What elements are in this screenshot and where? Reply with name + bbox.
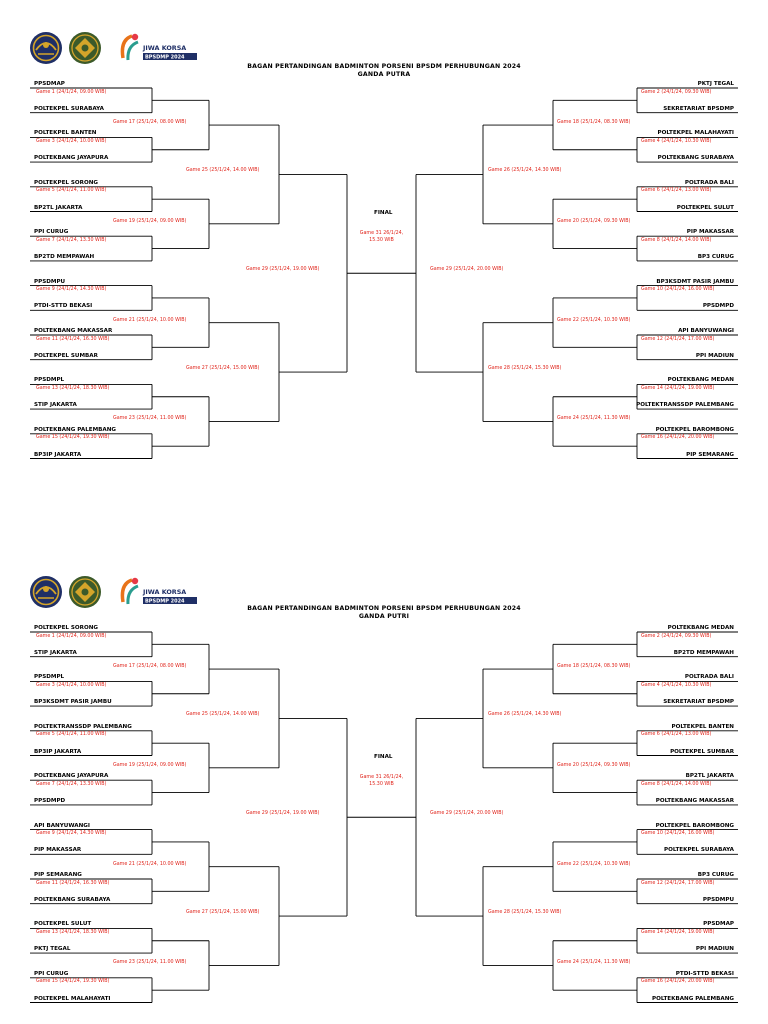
team-name-left: BP2TL JAKARTA (34, 204, 83, 211)
team-name-right: PKTJ TEGAL (697, 81, 734, 87)
svg-text:JIWA KORSA: JIWA KORSA (143, 588, 187, 596)
match-label-r1-right: Game 6 (24/1/24, 13.00 WIB) (641, 732, 712, 738)
match-label-r2-right: Game 22 (25/1/24, 10.30 WIB) (557, 317, 631, 323)
team-name-left: PIP SEMARANG (34, 872, 82, 878)
team-name-left: POLTEKPEL SULUT (34, 921, 92, 928)
team-name-right: PTDI-STTD BEKASI (675, 970, 734, 977)
match-label-r1-right: Game 8 (24/1/24, 14.00 WIB) (641, 781, 712, 787)
match-label-r2-left: Game 19 (25/1/24, 09.00 WIB) (113, 218, 187, 224)
match-label-r1-left: Game 15 (24/1/24, 19.30 WIB) (36, 435, 110, 441)
team-name-right: BP3KSDMT PASIR JAMBU (656, 278, 734, 285)
svg-text:BPSDMP 2024: BPSDMP 2024 (145, 54, 185, 61)
jiwa-korsa-logo-icon (122, 34, 197, 61)
team-name-right: POLTEKPEL BANTEN (671, 723, 734, 730)
team-name-right: PPI MADIUN (695, 352, 734, 359)
team-name-left: POLTEKBANG JAYAPURA (34, 773, 109, 780)
team-name-left: POLTEKBANG PALEMBANG (34, 426, 117, 433)
match-label-r3-left: Game 25 (25/1/24, 14.00 WIB) (186, 168, 260, 174)
team-name-left: POLTEKBANG MAKASSAR (34, 328, 113, 334)
match-label-r2-right: Game 24 (25/1/24, 11.30 WIB) (557, 960, 631, 966)
team-name-left: BP3IP JAKARTA (34, 451, 82, 458)
kemenhub-emblem-icon (30, 32, 62, 64)
match-label-r1-right: Game 14 (24/1/24, 19.00 WIB) (641, 929, 715, 935)
team-name-right: POLTEKTRANSSDP PALEMBANG (636, 402, 734, 409)
team-name-right: BP2TL JAKARTA (685, 773, 734, 780)
match-label-r2-left: Game 23 (25/1/24, 11.00 WIB) (113, 416, 187, 422)
team-name-left: POLTEKBANG JAYAPURA (34, 155, 109, 162)
match-label-r3-right: Game 28 (25/1/24, 15.30 WIB) (488, 366, 562, 372)
match-label-r2-right: Game 18 (25/1/24, 08.30 WIB) (557, 664, 631, 670)
match-label-r1-left: Game 11 (24/1/24, 16.30 WIB) (36, 880, 110, 886)
final-label: FINAL (374, 754, 393, 761)
team-name-right: POLTRADA BALI (684, 179, 734, 186)
team-name-left: PIP MAKASSAR (34, 847, 82, 854)
jiwa-korsa-logo-icon (122, 578, 197, 605)
match-label-r1-right: Game 8 (24/1/24, 14.00 WIB) (641, 237, 712, 243)
team-name-left: PPSDMPU (34, 278, 66, 285)
team-name-right: PIP MAKASSAR (686, 229, 734, 236)
match-label-r4-right: Game 29 (25/1/24, 20.00 WIB) (430, 811, 504, 817)
match-label-r2-left: Game 21 (25/1/24, 10.00 WIB) (113, 317, 187, 323)
team-name-left: STIP JAKARTA (34, 402, 77, 409)
team-name-left: POLTEKBANG SURABAYA (34, 896, 111, 903)
team-name-left: PPI CURUG (34, 229, 69, 236)
team-name-right: POLTEKBANG MAKASSAR (655, 797, 734, 804)
match-label-r1-right: Game 10 (24/1/24, 16.00 WIB) (641, 287, 715, 293)
team-name-left: POLTEKPEL SORONG (34, 625, 99, 631)
match-label-r3-left: Game 25 (25/1/24, 14.00 WIB) (186, 712, 260, 718)
match-label-r1-right: Game 2 (24/1/24, 09.30 WIB) (641, 633, 712, 639)
team-name-left: BP3KSDMT PASIR JAMBU (34, 699, 112, 706)
match-label-r1-right: Game 10 (24/1/24, 16.00 WIB) (641, 831, 715, 837)
match-label-r1-left: Game 5 (24/1/24, 11.00 WIB) (36, 188, 107, 194)
team-name-right: POLTRADA BALI (684, 674, 734, 681)
match-label-r2-right: Game 18 (25/1/24, 08.30 WIB) (557, 120, 631, 126)
match-label-r2-left: Game 17 (25/1/24, 08.00 WIB) (113, 120, 187, 126)
match-label-r1-left: Game 11 (24/1/24, 16.30 WIB) (36, 336, 110, 342)
match-label-r1-left: Game 3 (24/1/24, 10.00 WIB) (36, 138, 107, 144)
team-name-left: PPSDMPL (34, 377, 65, 384)
match-label-r4-left: Game 29 (25/1/24, 19.00 WIB) (246, 267, 320, 273)
final-match-label: Game 31 26/1/24, 15.30 WIB (359, 775, 404, 788)
team-name-right: POLTEKPEL SUMBAR (670, 748, 734, 755)
team-name-left: POLTEKTRANSSDP PALEMBANG (34, 723, 132, 730)
match-label-r2-right: Game 22 (25/1/24, 10.30 WIB) (557, 861, 631, 867)
match-label-r1-right: Game 6 (24/1/24, 13.00 WIB) (641, 188, 712, 194)
team-name-right: PIP SEMARANG (686, 451, 734, 458)
team-name-right: POLTEKPEL MALAHAYATI (657, 130, 734, 137)
match-label-r1-left: Game 1 (24/1/24, 09.00 WIB) (36, 633, 107, 639)
bracket-title: BAGAN PERTANDINGAN BADMINTON PORSENI BPSDM PERHUBUNGAN 2024 (247, 605, 521, 612)
match-label-r1-right: Game 16 (24/1/24, 20.00 WIB) (641, 435, 715, 441)
team-name-left: POLTEKPEL SORONG (34, 179, 99, 186)
match-label-r2-right: Game 24 (25/1/24, 11.30 WIB) (557, 416, 631, 422)
bracket-subtitle: GANDA PUTRA (357, 71, 411, 78)
match-label-r1-right: Game 4 (24/1/24, 10.30 WIB) (641, 138, 712, 144)
team-name-left: PPSDMAP (34, 81, 65, 87)
team-name-left: PKTJ TEGAL (34, 946, 71, 953)
match-label-r1-left: Game 3 (24/1/24, 10.00 WIB) (36, 682, 107, 688)
bpsdmp-emblem-icon (69, 576, 101, 608)
match-label-r1-right: Game 12 (24/1/24, 17.00 WIB) (641, 880, 715, 886)
match-label-r2-left: Game 19 (25/1/24, 09.00 WIB) (113, 762, 187, 768)
team-name-right: PPSDMPU (702, 896, 734, 903)
match-label-r3-right: Game 26 (25/1/24, 14.30 WIB) (488, 712, 562, 718)
match-label-r2-left: Game 17 (25/1/24, 08.00 WIB) (113, 664, 187, 670)
team-name-right: POLTEKBANG PALEMBANG (651, 995, 734, 1002)
match-label-r1-right: Game 2 (24/1/24, 09.30 WIB) (641, 89, 712, 95)
team-name-left: PPSDMPD (34, 797, 66, 804)
team-name-left: PPSDMPL (34, 674, 65, 681)
match-label-r1-right: Game 4 (24/1/24, 10.30 WIB) (641, 682, 712, 688)
kemenhub-emblem-icon (30, 576, 62, 608)
team-name-left: API BANYUWANGI (34, 822, 90, 829)
match-label-r1-left: Game 13 (24/1/24, 18.30 WIB) (36, 929, 110, 935)
team-name-right: PPSDMAP (703, 921, 734, 928)
svg-text:BPSDMP 2024: BPSDMP 2024 (145, 598, 185, 605)
match-label-r3-left: Game 27 (25/1/24, 15.00 WIB) (186, 366, 260, 372)
team-name-right: POLTEKBANG SURABAYA (657, 155, 734, 162)
team-name-left: PPI CURUG (34, 970, 69, 977)
bpsdmp-emblem-icon (69, 32, 101, 64)
match-label-r1-left: Game 13 (24/1/24, 18.30 WIB) (36, 385, 110, 391)
match-label-r4-left: Game 29 (25/1/24, 19.00 WIB) (246, 811, 320, 817)
team-name-right: PPSDMPD (702, 303, 734, 310)
match-label-r2-left: Game 21 (25/1/24, 10.00 WIB) (113, 861, 187, 867)
team-name-left: POLTEKPEL SUMBAR (34, 352, 98, 359)
bracket-title: BAGAN PERTANDINGAN BADMINTON PORSENI BPSDM PERHUBUNGAN 2024 (247, 63, 521, 70)
match-label-r1-left: Game 7 (24/1/24, 13.30 WIB) (36, 237, 107, 243)
team-name-right: BP3 CURUG (697, 253, 734, 260)
team-name-left: POLTEKPEL BANTEN (34, 130, 97, 137)
team-name-left: POLTEKPEL MALAHAYATI (34, 995, 111, 1002)
team-name-left: BP3IP JAKARTA (34, 748, 82, 755)
match-label-r3-right: Game 28 (25/1/24, 15.30 WIB) (488, 910, 562, 916)
match-label-r2-right: Game 20 (25/1/24, 09.30 WIB) (557, 762, 631, 768)
final-match-label: Game 31 26/1/24, 15.30 WIB (359, 231, 404, 244)
match-label-r1-left: Game 1 (24/1/24, 09.00 WIB) (36, 89, 107, 95)
match-label-r1-left: Game 9 (24/1/24, 14.30 WIB) (36, 287, 107, 293)
team-name-right: POLTEKPEL SURABAYA (663, 847, 734, 854)
match-label-r1-right: Game 12 (24/1/24, 17.00 WIB) (641, 336, 715, 342)
match-label-r4-right: Game 29 (25/1/24, 20.00 WIB) (430, 267, 504, 273)
team-name-right: BP3 CURUG (697, 872, 734, 878)
match-label-r1-left: Game 15 (24/1/24, 19.30 WIB) (36, 979, 110, 985)
team-name-right: POLTEKBANG MEDAN (667, 377, 734, 384)
team-name-right: API BANYUWANGI (678, 328, 734, 334)
bracket-subtitle: GANDA PUTRI (358, 613, 410, 620)
team-name-right: POLTEKPEL BAROMBONG (655, 822, 734, 829)
team-name-right: SEKRETARIAT BPSDMP (663, 105, 734, 112)
team-name-left: BP2TD MEMPAWAH (34, 253, 95, 260)
team-name-right: BP2TD MEMPAWAH (673, 649, 734, 656)
match-label-r3-left: Game 27 (25/1/24, 15.00 WIB) (186, 910, 260, 916)
team-name-right: SEKRETARIAT BPSDMP (663, 699, 734, 706)
team-name-right: POLTEKPEL BAROMBONG (655, 426, 734, 433)
match-label-r1-right: Game 16 (24/1/24, 20.00 WIB) (641, 979, 715, 985)
final-label: FINAL (374, 210, 393, 217)
team-name-left: PTDI-STTD BEKASI (34, 303, 93, 310)
match-label-r3-right: Game 26 (25/1/24, 14.30 WIB) (488, 168, 562, 174)
team-name-right: POLTEKBANG MEDAN (667, 625, 734, 631)
team-name-left: POLTEKPEL SURABAYA (34, 105, 105, 112)
team-name-left: STIP JAKARTA (34, 649, 77, 656)
match-label-r1-left: Game 9 (24/1/24, 14.30 WIB) (36, 831, 107, 837)
match-label-r1-right: Game 14 (24/1/24, 19.00 WIB) (641, 385, 715, 391)
svg-text:JIWA KORSA: JIWA KORSA (143, 44, 187, 52)
match-label-r2-left: Game 23 (25/1/24, 11.00 WIB) (113, 960, 187, 966)
match-label-r2-right: Game 20 (25/1/24, 09.30 WIB) (557, 218, 631, 224)
match-label-r1-left: Game 7 (24/1/24, 13.30 WIB) (36, 781, 107, 787)
team-name-right: POLTEKPEL SULUT (676, 204, 734, 211)
team-name-right: PPI MADIUN (695, 946, 734, 953)
match-label-r1-left: Game 5 (24/1/24, 11.00 WIB) (36, 732, 107, 738)
